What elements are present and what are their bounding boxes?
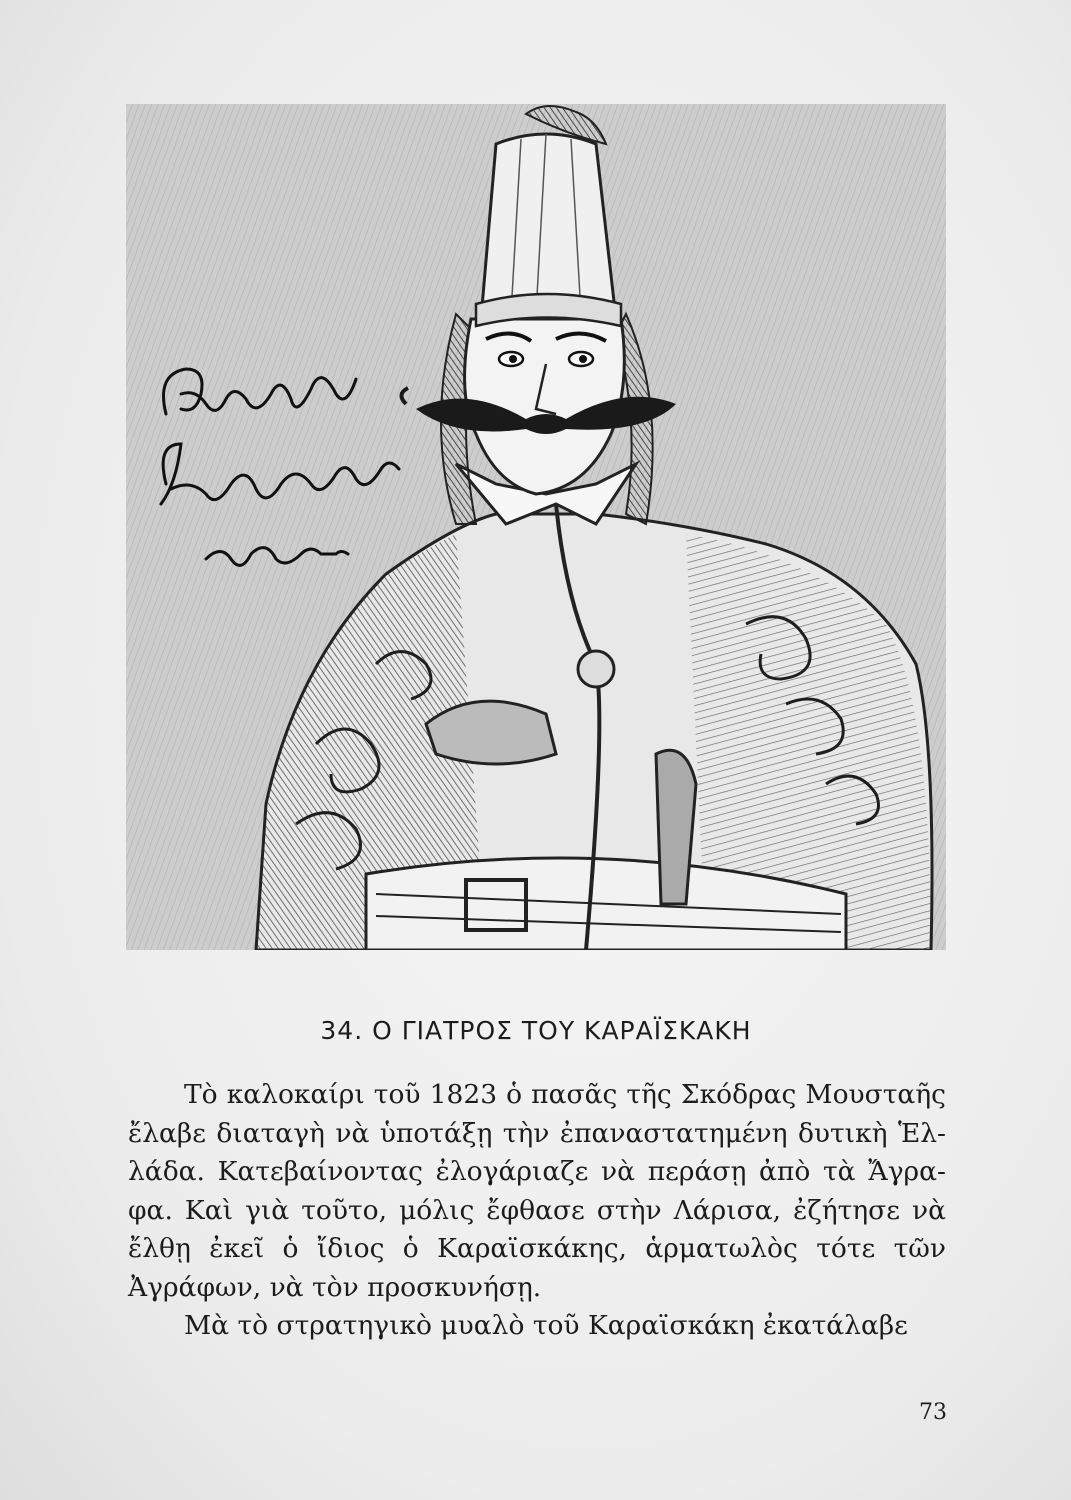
body-text (128, 1076, 946, 1346)
page-number: 73 (919, 1400, 947, 1425)
portrait-engraving-image (126, 104, 946, 950)
portrait-illustration (126, 104, 946, 950)
paragraph: Μὰ τὸ στρατηγικὸ μυαλὸ τοῦ Καραϊσκάκη ἐκατάλαβε (184, 1310, 908, 1341)
paragraph: Τὸ καλοκαίρι τοῦ 1823 ὁ πασᾶς τῆς Σκόδρας Μουσταῆς ἔλαβε διαταγὴ νὰ ὑποτάξῃ τὴν ἐπαναστατημένη δυτικὴ Ἑλ-λάδα. Κατεβαίνοντας ἐλογάριαζε νὰ περάσῃ ἀπὸ τὰ Ἄγρα-φα. Καὶ γιὰ τοῦτο, μόλις ἔφθασε στὴν Λάρισα, ἐζήτησε νὰ ἔλθῃ ἐκεῖ ὁ ἴδιος ὁ Καραϊσκάκης, ἁρματωλὸς τότε τῶν Ἀγράφων, νὰ τὸν προσκυνήσῃ. (128, 1079, 946, 1303)
chapter-heading: 34. Ο ΓΙΑΤΡΟΣ ΤΟΥ ΚΑΡΑΪΣΚΑΚΗ (320, 1016, 752, 1045)
